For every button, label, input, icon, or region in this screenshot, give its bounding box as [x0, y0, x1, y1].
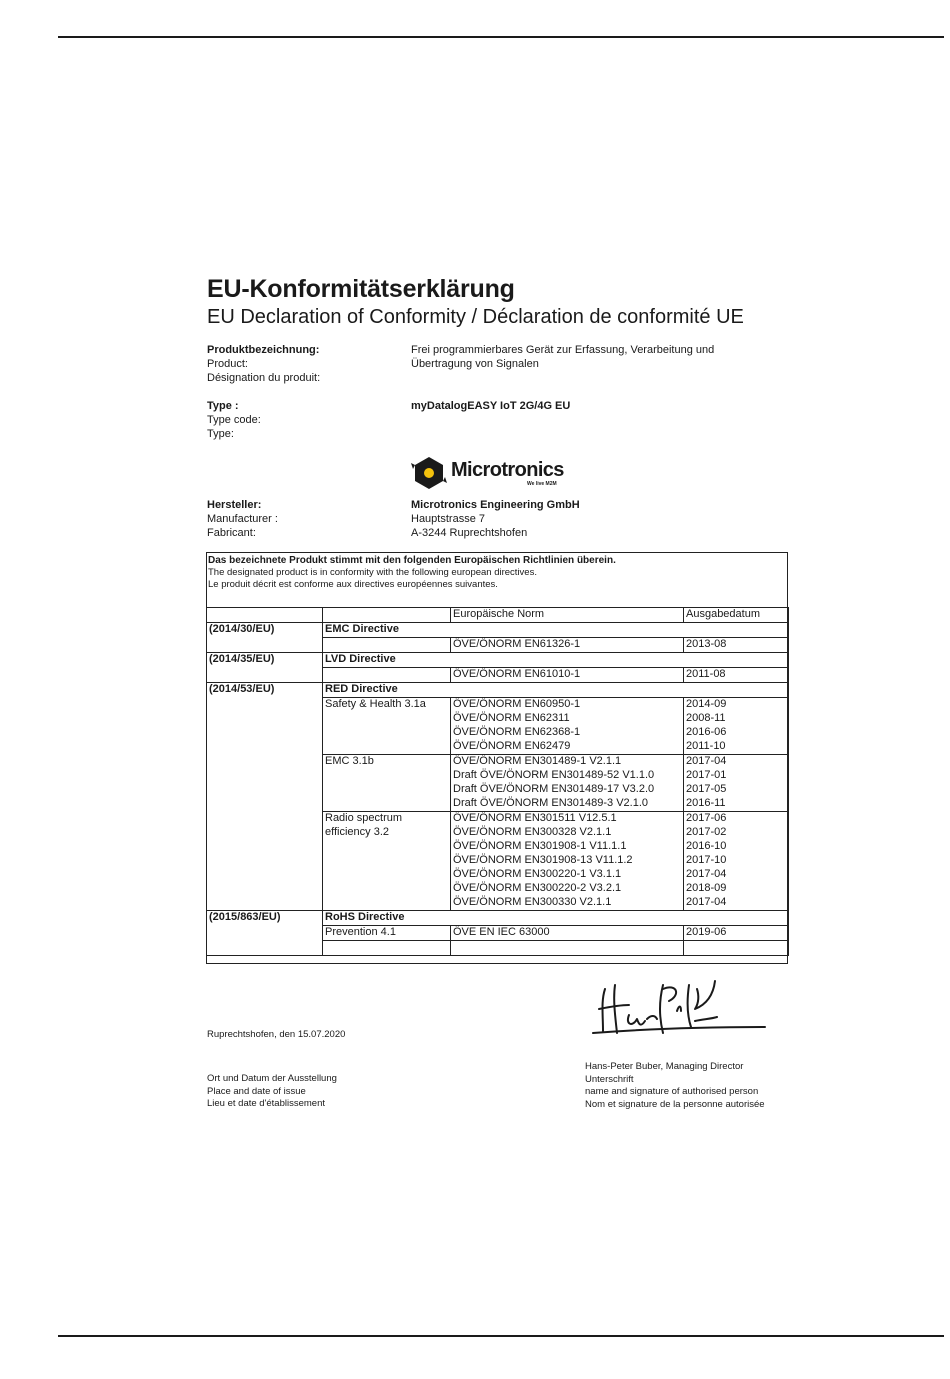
norm-date: 2013-08	[684, 638, 789, 653]
norm-date: 2016-10	[684, 840, 789, 854]
table-header-row	[207, 608, 789, 623]
product-labels	[207, 343, 320, 385]
norm-name: Draft ÖVE/ÖNORM EN301489-17 V3.2.0	[451, 783, 684, 797]
norm-date: 2017-04	[684, 868, 789, 882]
intro-de: Das bezeichnete Produkt stimmt mit den folgenden Europäischen Richtlinien überein.	[208, 555, 616, 566]
page-subtitle: EU Declaration of Conformity / Déclaration de conformité UE	[207, 306, 744, 328]
type-label-en: Type code:	[207, 414, 261, 426]
type-label-fr: Type:	[207, 428, 234, 440]
logo-name: Microtronics	[451, 459, 564, 481]
norm-group-label	[323, 638, 451, 653]
norm-date: 2017-10	[684, 854, 789, 868]
empty-cell	[323, 941, 451, 956]
directive-name: EMC Directive	[323, 623, 789, 638]
norm-date: 2019-06	[684, 926, 789, 941]
signature-label-fr: Nom et signature de la personne autorisée	[585, 1098, 765, 1110]
signature-label-de: Unterschrift	[585, 1073, 634, 1085]
microtronics-hexagon-logo-icon	[411, 455, 447, 491]
norm-date: 2017-05	[684, 783, 789, 797]
bottom-rule	[58, 1335, 944, 1337]
norms-table-body	[207, 608, 789, 956]
directive-code: (2014/53/EU)	[207, 683, 323, 911]
manufacturer-label-de: Hersteller:	[207, 499, 262, 511]
manufacturer-value	[411, 498, 580, 540]
directive-row	[207, 683, 789, 698]
norm-date: 2008-11	[684, 712, 789, 726]
type-label-de: Type :	[207, 400, 239, 412]
header-norm: Europäische Norm	[451, 608, 684, 623]
norm-name: Draft ÖVE/ÖNORM EN301489-3 V2.1.0	[451, 797, 684, 812]
norm-name: Draft ÖVE/ÖNORM EN301489-52 V1.1.0	[451, 769, 684, 783]
issue-labels	[207, 1073, 337, 1111]
microtronics-logo	[411, 455, 571, 491]
norm-name: ÖVE/ÖNORM EN62368-1	[451, 726, 684, 740]
product-label-en: Product:	[207, 358, 248, 370]
top-rule	[58, 36, 944, 38]
norm-name: ÖVE/ÖNORM EN300220-1 V3.1.1	[451, 868, 684, 882]
directive-name: RED Directive	[323, 683, 789, 698]
norm-date: 2011-10	[684, 740, 789, 755]
norm-name: ÖVE/ÖNORM EN62311	[451, 712, 684, 726]
header-cell-empty	[207, 608, 323, 623]
signature-labels	[585, 1061, 765, 1111]
norm-name: ÖVE/ÖNORM EN301908-13 V11.1.2	[451, 854, 684, 868]
directive-code: (2014/30/EU)	[207, 623, 323, 653]
norm-date: 2014-09	[684, 698, 789, 713]
manufacturer-labels	[207, 498, 278, 540]
conformity-intro	[208, 555, 616, 591]
type-labels	[207, 399, 261, 441]
directive-row	[207, 653, 789, 668]
norm-name: ÖVE/ÖNORM EN301489-1 V2.1.1	[451, 755, 684, 770]
norm-name: ÖVE/ÖNORM EN300328 V2.1.1	[451, 826, 684, 840]
product-value	[411, 343, 714, 371]
signer-name: Hans-Peter Buber, Managing Director	[585, 1061, 744, 1072]
logo-tagline: We live M2M	[527, 481, 557, 487]
product-label-de: Produktbezeichnung:	[207, 344, 320, 356]
norm-group-label: Safety & Health 3.1a	[323, 698, 451, 755]
directive-row	[207, 623, 789, 638]
manufacturer-name: Microtronics Engineering GmbH	[411, 499, 580, 511]
norm-group-label: Prevention 4.1	[323, 926, 451, 941]
issue-label-fr: Lieu et date d'établissement	[207, 1098, 326, 1109]
norm-name: ÖVE/ÖNORM EN62479	[451, 740, 684, 755]
directive-row	[207, 911, 789, 926]
norm-name: ÖVE EN IEC 63000	[451, 926, 684, 941]
norm-group-label	[323, 668, 451, 683]
norm-name: ÖVE/ÖNORM EN301511 V12.5.1	[451, 812, 684, 827]
norm-name: ÖVE/ÖNORM EN61010-1	[451, 668, 684, 683]
manufacturer-city: A-3244 Ruprechtshofen	[411, 527, 528, 539]
norm-date: 2018-09	[684, 882, 789, 896]
issue-label-de: Ort und Datum der Ausstellung	[207, 1073, 337, 1084]
page-title: EU-Konformitätserklärung	[207, 275, 515, 303]
header-cell-empty	[323, 608, 451, 623]
norm-date: 2016-06	[684, 726, 789, 740]
product-label-fr: Désignation du produit:	[207, 372, 321, 384]
norm-date: 2017-02	[684, 826, 789, 840]
norm-date: 2017-06	[684, 812, 789, 827]
empty-cell	[684, 941, 789, 956]
norm-date: 2011-08	[684, 668, 789, 683]
norm-name: ÖVE/ÖNORM EN300330 V2.1.1	[451, 896, 684, 911]
manufacturer-street: Hauptstrasse 7	[411, 513, 485, 525]
norm-group-label: EMC 3.1b	[323, 755, 451, 812]
norm-date: 2016-11	[684, 797, 789, 812]
directive-code: (2015/863/EU)	[207, 911, 323, 956]
signature-label-en: name and signature of authorised person	[585, 1086, 759, 1097]
directive-code: (2014/35/EU)	[207, 653, 323, 683]
norms-table	[206, 607, 789, 956]
manufacturer-label-en: Manufacturer :	[207, 513, 278, 525]
type-value-text: myDatalogEASY IoT 2G/4G EU	[411, 400, 571, 412]
header-date: Ausgabedatum	[684, 608, 789, 623]
manufacturer-label-fr: Fabricant:	[207, 527, 256, 539]
directive-name: RoHS Directive	[323, 911, 789, 926]
empty-cell	[451, 941, 684, 956]
norm-date: 2017-04	[684, 755, 789, 770]
product-value-line: Frei programmierbares Gerät zur Erfassung, Verarbeitung und	[411, 344, 715, 356]
norm-name: ÖVE/ÖNORM EN60950-1	[451, 698, 684, 713]
norm-name: ÖVE/ÖNORM EN300220-2 V3.2.1	[451, 882, 684, 896]
norm-date: 2017-01	[684, 769, 789, 783]
handwritten-signature	[585, 975, 775, 1037]
issue-place-date: Ruprechtshofen, den 15.07.2020	[207, 1029, 346, 1040]
norm-name: ÖVE/ÖNORM EN301908-1 V11.1.1	[451, 840, 684, 854]
norm-date: 2017-04	[684, 896, 789, 911]
intro-en: The designated product is in conformity with the following european directives.	[208, 567, 537, 578]
norm-name: ÖVE/ÖNORM EN61326-1	[451, 638, 684, 653]
norm-group-label: Radio spectrum efficiency 3.2	[323, 812, 451, 911]
type-value	[411, 399, 570, 413]
issue-label-en: Place and date of issue	[207, 1085, 306, 1097]
directive-name: LVD Directive	[323, 653, 789, 668]
product-value-line: Übertragung von Signalen	[411, 358, 539, 370]
intro-fr: Le produit décrit est conforme aux directives européennes suivantes.	[208, 579, 498, 590]
